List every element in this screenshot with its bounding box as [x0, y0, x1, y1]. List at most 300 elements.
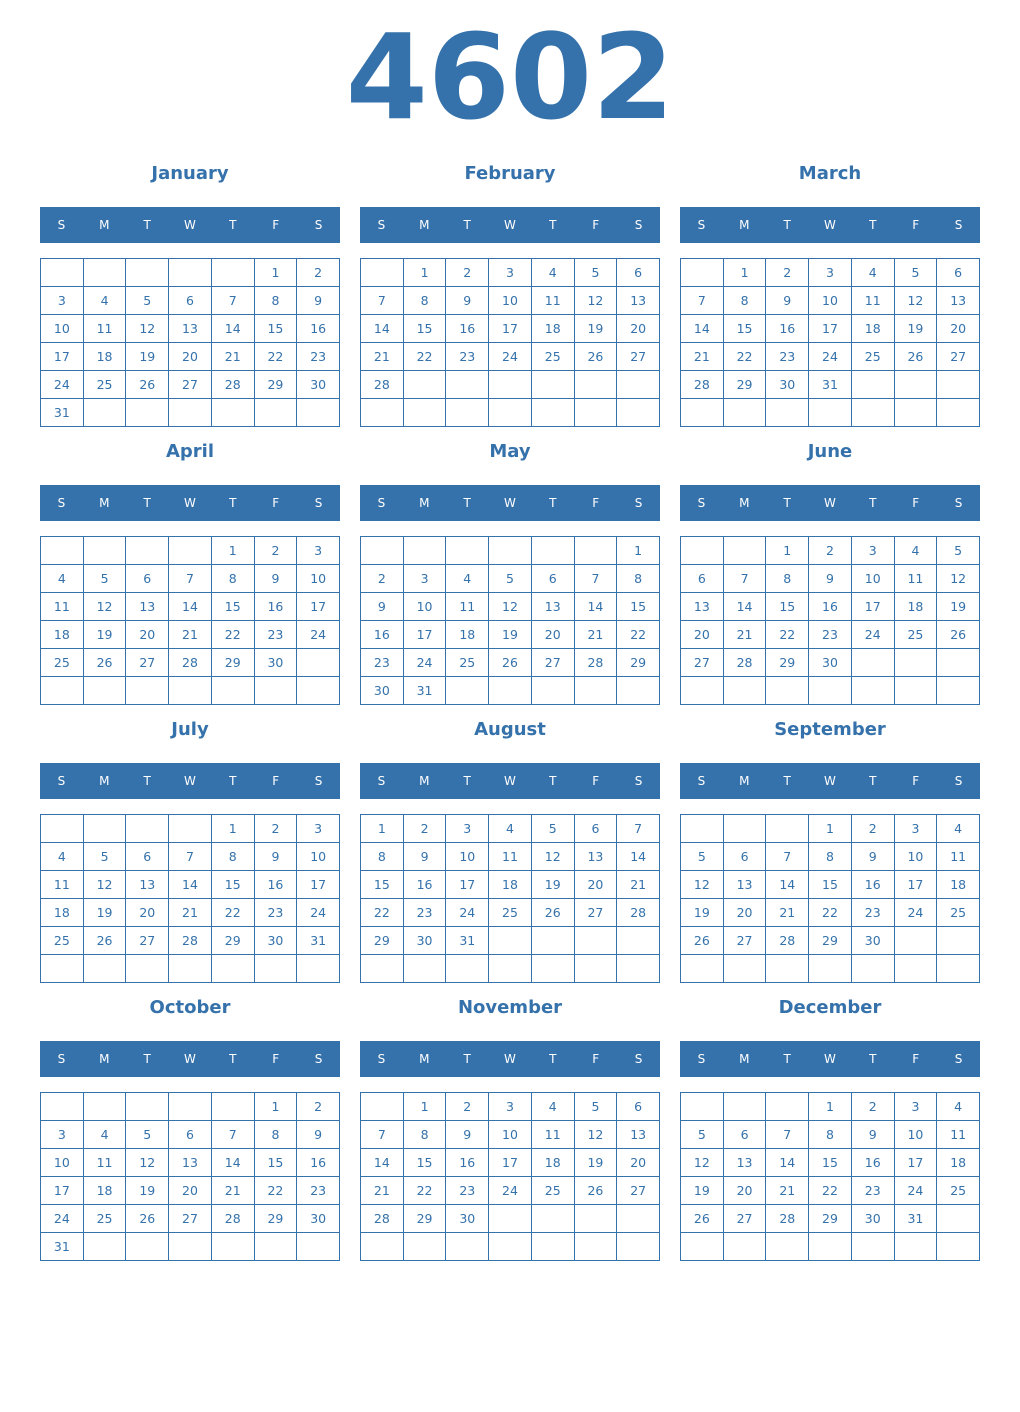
day-cell: 19 [489, 621, 532, 649]
empty-cell [895, 927, 938, 955]
weekday-header [360, 763, 660, 799]
weekday-label: M [419, 1052, 430, 1066]
weekday-label: W [504, 774, 516, 788]
day-cell: 17 [489, 1149, 532, 1177]
day-cell: 21 [575, 621, 618, 649]
day-cell: 30 [404, 927, 447, 955]
day-cell: 17 [41, 1177, 84, 1205]
month-name: April [165, 441, 215, 462]
weekday-label: S [314, 774, 323, 788]
empty-cell [84, 815, 127, 843]
empty-cell [169, 259, 212, 287]
day-cell: 6 [126, 843, 169, 871]
day-cell: 1 [766, 537, 809, 565]
weekday-label: S [697, 496, 706, 510]
day-cell: 9 [446, 287, 489, 315]
month-november [360, 990, 660, 1260]
day-cell: 14 [724, 593, 767, 621]
day-cell: 7 [169, 843, 212, 871]
day-cell: 15 [212, 593, 255, 621]
day-cell: 20 [681, 621, 724, 649]
day-cell: 19 [84, 899, 127, 927]
empty-cell [724, 955, 767, 983]
day-cell: 19 [895, 315, 938, 343]
day-cell: 14 [361, 315, 404, 343]
empty-cell [575, 955, 618, 983]
day-cell: 14 [169, 593, 212, 621]
weekday-label: T [463, 1052, 471, 1066]
day-cell: 4 [852, 259, 895, 287]
day-cell: 25 [446, 649, 489, 677]
day-cell: 30 [766, 371, 809, 399]
day-cell: 21 [724, 621, 767, 649]
day-cell: 17 [895, 871, 938, 899]
day-cell: 7 [575, 565, 618, 593]
day-cell: 26 [126, 1205, 169, 1233]
month-name: June [807, 441, 853, 462]
day-cell: 7 [169, 565, 212, 593]
empty-cell [169, 955, 212, 983]
weekday-label: F [592, 1052, 600, 1066]
weekday-label: T [143, 774, 151, 788]
day-cell: 5 [681, 1121, 724, 1149]
month-name: September [774, 719, 886, 740]
day-cell: 22 [404, 343, 447, 371]
weekday-label: F [272, 218, 280, 232]
day-cell: 15 [766, 593, 809, 621]
empty-cell [489, 371, 532, 399]
empty-cell [575, 1205, 618, 1233]
day-cell: 20 [532, 621, 575, 649]
day-cell: 26 [681, 927, 724, 955]
empty-cell [724, 399, 767, 427]
day-cell: 3 [809, 259, 852, 287]
day-cell: 25 [852, 343, 895, 371]
day-cell: 11 [937, 1121, 980, 1149]
weekday-label: S [954, 1052, 963, 1066]
day-cell: 4 [489, 815, 532, 843]
day-cell: 22 [361, 899, 404, 927]
day-cell: 18 [446, 621, 489, 649]
empty-cell [575, 371, 618, 399]
day-cell: 14 [575, 593, 618, 621]
day-cell: 19 [84, 621, 127, 649]
weekday-label: M [419, 218, 430, 232]
empty-cell [852, 677, 895, 705]
day-cell: 13 [126, 871, 169, 899]
day-cell: 31 [297, 927, 340, 955]
day-cell: 13 [532, 593, 575, 621]
day-cell: 10 [404, 593, 447, 621]
weekday-header [360, 207, 660, 243]
weekday-label: T [463, 496, 471, 510]
day-cell: 1 [809, 1093, 852, 1121]
weekday-label: W [824, 774, 836, 788]
empty-cell [532, 1205, 575, 1233]
day-cell: 20 [617, 315, 660, 343]
day-cell: 17 [41, 343, 84, 371]
day-grid [40, 1092, 340, 1261]
day-cell: 7 [361, 287, 404, 315]
day-cell: 15 [809, 1149, 852, 1177]
empty-cell [766, 399, 809, 427]
day-cell: 11 [532, 1121, 575, 1149]
weekday-header [40, 207, 340, 243]
day-cell: 26 [126, 371, 169, 399]
day-cell: 20 [724, 1177, 767, 1205]
day-cell: 23 [809, 621, 852, 649]
day-cell: 10 [895, 843, 938, 871]
day-cell: 15 [255, 1149, 298, 1177]
day-cell: 28 [212, 1205, 255, 1233]
empty-cell [895, 955, 938, 983]
empty-cell [489, 1205, 532, 1233]
day-cell: 15 [255, 315, 298, 343]
weekday-label: T [783, 774, 791, 788]
empty-cell [937, 677, 980, 705]
day-cell: 1 [255, 259, 298, 287]
day-cell: 10 [895, 1121, 938, 1149]
empty-cell [212, 677, 255, 705]
day-cell: 6 [724, 843, 767, 871]
empty-cell [895, 649, 938, 677]
day-cell: 14 [681, 315, 724, 343]
day-cell: 15 [361, 871, 404, 899]
day-cell: 27 [126, 927, 169, 955]
weekday-label: M [739, 496, 750, 510]
weekday-header [680, 485, 980, 521]
day-cell: 11 [532, 287, 575, 315]
day-cell: 7 [212, 1121, 255, 1149]
day-cell: 3 [489, 1093, 532, 1121]
day-cell: 3 [297, 815, 340, 843]
day-cell: 25 [84, 371, 127, 399]
empty-cell [489, 1233, 532, 1261]
day-cell: 8 [361, 843, 404, 871]
empty-cell [681, 677, 724, 705]
day-cell: 11 [84, 1149, 127, 1177]
weekday-label: T [549, 218, 557, 232]
day-cell: 22 [255, 343, 298, 371]
day-cell: 12 [681, 1149, 724, 1177]
empty-cell [724, 1233, 767, 1261]
empty-cell [169, 1233, 212, 1261]
day-cell: 16 [446, 1149, 489, 1177]
day-cell: 3 [895, 815, 938, 843]
day-cell: 18 [937, 1149, 980, 1177]
day-cell: 16 [255, 871, 298, 899]
day-cell: 1 [361, 815, 404, 843]
day-cell: 29 [212, 927, 255, 955]
empty-cell [489, 955, 532, 983]
empty-cell [126, 815, 169, 843]
day-cell: 4 [41, 565, 84, 593]
day-cell: 23 [766, 343, 809, 371]
day-cell: 16 [297, 315, 340, 343]
day-cell: 31 [404, 677, 447, 705]
day-cell: 21 [766, 1177, 809, 1205]
empty-cell [255, 1233, 298, 1261]
weekday-label: T [549, 1052, 557, 1066]
empty-cell [169, 1093, 212, 1121]
weekday-label: F [912, 496, 920, 510]
weekday-label: S [314, 218, 323, 232]
empty-cell [766, 815, 809, 843]
day-cell: 19 [575, 315, 618, 343]
day-cell: 27 [532, 649, 575, 677]
day-cell: 13 [617, 287, 660, 315]
weekday-label: M [419, 774, 430, 788]
empty-cell [169, 537, 212, 565]
empty-cell [212, 1093, 255, 1121]
day-cell: 22 [724, 343, 767, 371]
empty-cell [126, 259, 169, 287]
day-cell: 30 [852, 927, 895, 955]
day-cell: 29 [809, 1205, 852, 1233]
weekday-label: W [504, 218, 516, 232]
empty-cell [255, 955, 298, 983]
empty-cell [937, 399, 980, 427]
day-cell: 23 [255, 899, 298, 927]
day-cell: 26 [575, 1177, 618, 1205]
empty-cell [809, 399, 852, 427]
empty-cell [681, 537, 724, 565]
day-cell: 18 [41, 899, 84, 927]
weekday-label: F [592, 496, 600, 510]
weekday-label: T [463, 218, 471, 232]
weekday-label: W [184, 496, 196, 510]
empty-cell [532, 371, 575, 399]
month-name: February [464, 163, 556, 184]
day-cell: 11 [489, 843, 532, 871]
weekday-label: S [954, 496, 963, 510]
weekday-label: M [739, 1052, 750, 1066]
empty-cell [169, 399, 212, 427]
day-cell: 6 [724, 1121, 767, 1149]
weekday-label: T [783, 496, 791, 510]
day-cell: 18 [852, 315, 895, 343]
day-cell: 21 [212, 1177, 255, 1205]
empty-cell [766, 1233, 809, 1261]
day-cell: 23 [404, 899, 447, 927]
month-name: October [149, 997, 231, 1018]
weekday-label: T [229, 218, 237, 232]
day-cell: 22 [212, 621, 255, 649]
day-cell: 25 [41, 649, 84, 677]
empty-cell [84, 1093, 127, 1121]
day-cell: 8 [724, 287, 767, 315]
month-february [360, 156, 660, 426]
day-cell: 2 [446, 259, 489, 287]
day-cell: 27 [681, 649, 724, 677]
day-cell: 20 [617, 1149, 660, 1177]
empty-cell [126, 537, 169, 565]
day-cell: 29 [404, 1205, 447, 1233]
day-cell: 9 [255, 565, 298, 593]
weekday-label: T [869, 774, 877, 788]
day-cell: 21 [361, 343, 404, 371]
empty-cell [404, 399, 447, 427]
day-grid [680, 258, 980, 427]
day-cell: 11 [446, 593, 489, 621]
day-cell: 1 [212, 815, 255, 843]
month-name: November [457, 997, 563, 1018]
empty-cell [404, 1233, 447, 1261]
day-cell: 3 [852, 537, 895, 565]
day-cell: 16 [297, 1149, 340, 1177]
empty-cell [126, 1233, 169, 1261]
weekday-label: F [272, 1052, 280, 1066]
empty-cell [446, 1233, 489, 1261]
weekday-label: S [634, 774, 643, 788]
day-cell: 29 [617, 649, 660, 677]
weekday-label: F [592, 774, 600, 788]
day-cell: 5 [937, 537, 980, 565]
empty-cell [895, 1233, 938, 1261]
day-cell: 23 [361, 649, 404, 677]
weekday-label: F [912, 218, 920, 232]
day-cell: 12 [84, 871, 127, 899]
month-name: March [798, 163, 862, 184]
empty-cell [852, 371, 895, 399]
empty-cell [169, 815, 212, 843]
weekday-label: M [739, 218, 750, 232]
day-cell: 7 [617, 815, 660, 843]
weekday-label: W [824, 218, 836, 232]
weekday-label: T [549, 496, 557, 510]
day-cell: 29 [212, 649, 255, 677]
day-cell: 5 [489, 565, 532, 593]
day-cell: 27 [575, 899, 618, 927]
weekday-label: F [912, 774, 920, 788]
empty-cell [809, 955, 852, 983]
day-cell: 3 [297, 537, 340, 565]
day-cell: 7 [361, 1121, 404, 1149]
day-grid [680, 814, 980, 983]
empty-cell [41, 677, 84, 705]
day-cell: 6 [169, 287, 212, 315]
day-grid [40, 536, 340, 705]
weekday-label: W [824, 1052, 836, 1066]
month-name: July [171, 719, 209, 740]
empty-cell [681, 955, 724, 983]
day-cell: 25 [84, 1205, 127, 1233]
day-cell: 8 [404, 287, 447, 315]
day-cell: 30 [255, 927, 298, 955]
weekday-label: S [314, 496, 323, 510]
weekday-label: S [57, 496, 66, 510]
day-cell: 27 [617, 1177, 660, 1205]
day-cell: 20 [126, 899, 169, 927]
day-cell: 5 [126, 287, 169, 315]
empty-cell [766, 1093, 809, 1121]
day-cell: 5 [575, 1093, 618, 1121]
empty-cell [575, 1233, 618, 1261]
day-cell: 8 [809, 1121, 852, 1149]
weekday-label: T [783, 1052, 791, 1066]
empty-cell [532, 677, 575, 705]
day-cell: 18 [937, 871, 980, 899]
day-cell: 2 [361, 565, 404, 593]
day-cell: 9 [446, 1121, 489, 1149]
empty-cell [446, 371, 489, 399]
day-cell: 30 [446, 1205, 489, 1233]
empty-cell [41, 1093, 84, 1121]
weekday-label: T [869, 1052, 877, 1066]
day-cell: 2 [852, 815, 895, 843]
day-cell: 24 [895, 899, 938, 927]
day-cell: 3 [41, 1121, 84, 1149]
day-cell: 28 [212, 371, 255, 399]
empty-cell [617, 371, 660, 399]
day-cell: 24 [489, 1177, 532, 1205]
day-grid [360, 536, 660, 705]
day-cell: 14 [212, 315, 255, 343]
empty-cell [681, 815, 724, 843]
day-cell: 21 [681, 343, 724, 371]
day-cell: 8 [809, 843, 852, 871]
day-grid [360, 1092, 660, 1261]
weekday-label: F [592, 218, 600, 232]
day-cell: 30 [361, 677, 404, 705]
day-grid [40, 258, 340, 427]
day-cell: 15 [404, 1149, 447, 1177]
empty-cell [937, 1205, 980, 1233]
day-cell: 1 [404, 259, 447, 287]
weekday-label: S [377, 496, 386, 510]
day-cell: 10 [489, 1121, 532, 1149]
month-name: August [474, 719, 546, 740]
weekday-label: S [377, 1052, 386, 1066]
empty-cell [489, 677, 532, 705]
day-cell: 11 [41, 593, 84, 621]
empty-cell [575, 399, 618, 427]
day-cell: 13 [575, 843, 618, 871]
empty-cell [895, 677, 938, 705]
day-cell: 12 [575, 1121, 618, 1149]
weekday-label: M [419, 496, 430, 510]
day-cell: 19 [126, 343, 169, 371]
day-cell: 2 [297, 1093, 340, 1121]
day-cell: 16 [404, 871, 447, 899]
weekday-label: S [634, 496, 643, 510]
day-cell: 28 [169, 649, 212, 677]
month-june [680, 434, 980, 704]
day-cell: 25 [532, 343, 575, 371]
day-cell: 3 [446, 815, 489, 843]
day-cell: 15 [724, 315, 767, 343]
day-cell: 21 [169, 621, 212, 649]
day-cell: 12 [895, 287, 938, 315]
day-cell: 23 [255, 621, 298, 649]
day-cell: 9 [404, 843, 447, 871]
day-cell: 27 [169, 371, 212, 399]
day-cell: 4 [446, 565, 489, 593]
empty-cell [532, 955, 575, 983]
empty-cell [84, 955, 127, 983]
day-cell: 27 [126, 649, 169, 677]
day-cell: 24 [489, 343, 532, 371]
day-cell: 23 [297, 343, 340, 371]
day-cell: 15 [404, 315, 447, 343]
day-cell: 21 [212, 343, 255, 371]
day-cell: 15 [617, 593, 660, 621]
day-cell: 28 [617, 899, 660, 927]
day-cell: 28 [361, 1205, 404, 1233]
day-cell: 6 [169, 1121, 212, 1149]
empty-cell [724, 537, 767, 565]
day-cell: 10 [297, 565, 340, 593]
